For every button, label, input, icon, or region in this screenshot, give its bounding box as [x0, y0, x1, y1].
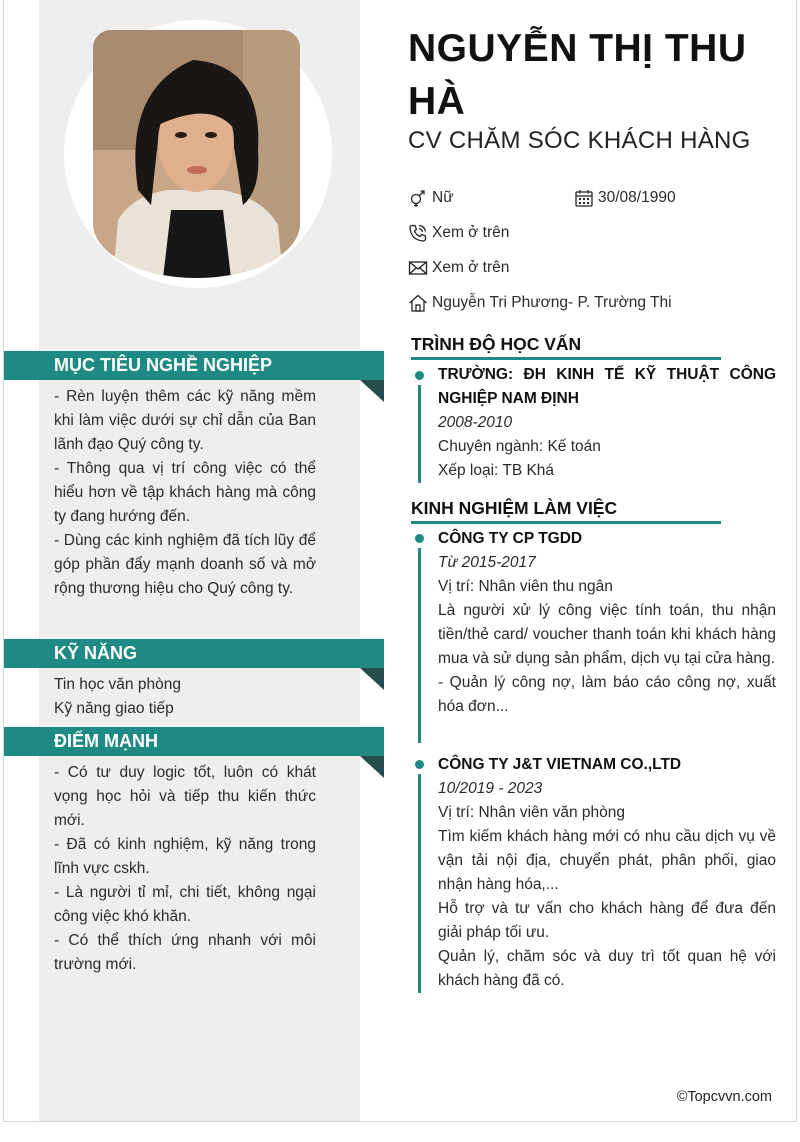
avatar [93, 30, 300, 278]
education-grade: Xếp loại: TB Khá [438, 462, 555, 479]
experience-heading: KINH NGHIỆM LÀM VIỆC [411, 498, 618, 518]
copyright-footer: ©Topcvvn.com [676, 1089, 772, 1105]
job-timeline [418, 548, 421, 743]
objective-line: - Dùng các kinh nghiệm đã tích lũy để góp phần đẩy mạnh doanh số và mở rộng thương hiệu cho Quý công ty. [54, 532, 316, 597]
education-timeline [418, 385, 421, 483]
phone-value: Xem ở trên [432, 224, 510, 241]
job-position: Vị trí: Nhân viên thu ngân [438, 578, 613, 595]
education-period: 2008-2010 [438, 414, 513, 431]
objective-line: - Thông qua vị trí công việc có thể hiểu hơn về tập khách hàng mà công ty đang hướng đến. [54, 460, 316, 525]
strength-line: - Có tư duy logic tốt, luôn có khát vọng học hỏi và tiếp thu kiến thức mới. [54, 764, 316, 829]
envelope-icon [408, 258, 428, 278]
education-underline [411, 357, 721, 360]
cv-page [3, 0, 797, 1122]
job-description: Là người xử lý công việc tính toán, thu nhận tiền/thẻ card/ voucher thanh toán khi khách hàng mua và sử dụng sản phẩm, dịch vụ tại cửa hàng. [438, 602, 776, 667]
job-position: Vị trí: Nhân viên văn phòng [438, 804, 625, 821]
job-description: - Quản lý công nợ, làm báo cáo công nợ, xuất hóa đơn... [438, 674, 776, 715]
strengths-heading: ĐIỂM MẠNH [4, 727, 384, 756]
job-entry [438, 527, 776, 719]
strength-line: - Là người tỉ mỉ, chi tiết, không ngại công việc khó khăn. [54, 884, 316, 925]
objective-heading: MỤC TIÊU NGHỀ NGHIỆP [4, 351, 384, 380]
job-description: Hỗ trợ và tư vấn cho khách hàng để đưa đến giải pháp tối ưu. [438, 900, 776, 941]
skill-item: Tin học văn phòng [54, 676, 181, 693]
education-heading: TRÌNH ĐỘ HỌC VẤN [411, 334, 582, 354]
gender-info [408, 188, 454, 208]
candidate-name: NGUYỄN THỊ THU HÀ [408, 27, 747, 123]
strength-line: - Đã có kinh nghiệm, kỹ năng trong lĩnh vực cskh. [54, 836, 316, 877]
job-title: CV CHĂM SÓC KHÁCH HÀNG [408, 127, 751, 154]
calendar-icon [574, 188, 594, 208]
job-company: CÔNG TY J&T VIETNAM CO.,LTD [438, 756, 682, 773]
objective-line: - Rèn luyện thêm các kỹ năng mềm khi làm việc dưới sự chỉ dẫn của Ban lãnh đạo Quý công ty. [54, 388, 316, 453]
skills-heading-fold [360, 668, 384, 690]
job-description: Quản lý, chăm sóc và duy trì tốt quan hệ với khách hàng đã có. [438, 948, 776, 989]
skills-list [54, 673, 316, 721]
job-timeline [418, 774, 421, 993]
job-bullet [415, 760, 424, 769]
avatar-photo-icon [93, 30, 300, 278]
education-entry [438, 363, 776, 483]
birthdate-value: 30/08/1990 [598, 189, 676, 206]
job-bullet [415, 534, 424, 543]
job-company: CÔNG TY CP TGDD [438, 530, 583, 547]
skills-heading: KỸ NĂNG [4, 639, 384, 668]
birthdate-info [574, 188, 676, 208]
skill-item: Kỹ năng giao tiếp [54, 700, 174, 717]
education-bullet [415, 371, 424, 380]
job-period: 10/2019 - 2023 [438, 780, 543, 797]
experience-underline [411, 521, 721, 524]
address-info [408, 293, 672, 313]
strength-line: - Có thể thích ứng nhanh với môi trường mới. [54, 932, 316, 973]
gender-value: Nữ [432, 189, 454, 206]
job-period: Từ 2015-2017 [438, 554, 536, 571]
phone-icon [408, 223, 428, 243]
job-description: Tìm kiếm khách hàng mới có nhu cầu dịch vụ về vận tải nội địa, chuyển phát, phân phối, giao nhận hàng hóa,... [438, 828, 776, 893]
phone-info [408, 223, 509, 243]
address-value: Nguyễn Tri Phương- P. Trường Thi [432, 294, 672, 311]
home-icon [408, 293, 428, 313]
school-name: TRƯỜNG: ĐH KINH TẾ KỸ THUẬT CÔNG NGHIỆP NAM ĐỊNH [438, 366, 776, 407]
strengths-text [54, 761, 316, 977]
gender-icon [408, 188, 428, 208]
objective-heading-fold [360, 380, 384, 402]
email-value: Xem ở trên [432, 259, 510, 276]
education-major: Chuyên ngành: Kế toán [438, 438, 601, 455]
job-entry [438, 753, 776, 993]
objective-text [54, 385, 316, 601]
strengths-heading-fold [360, 756, 384, 778]
email-info [408, 258, 509, 278]
